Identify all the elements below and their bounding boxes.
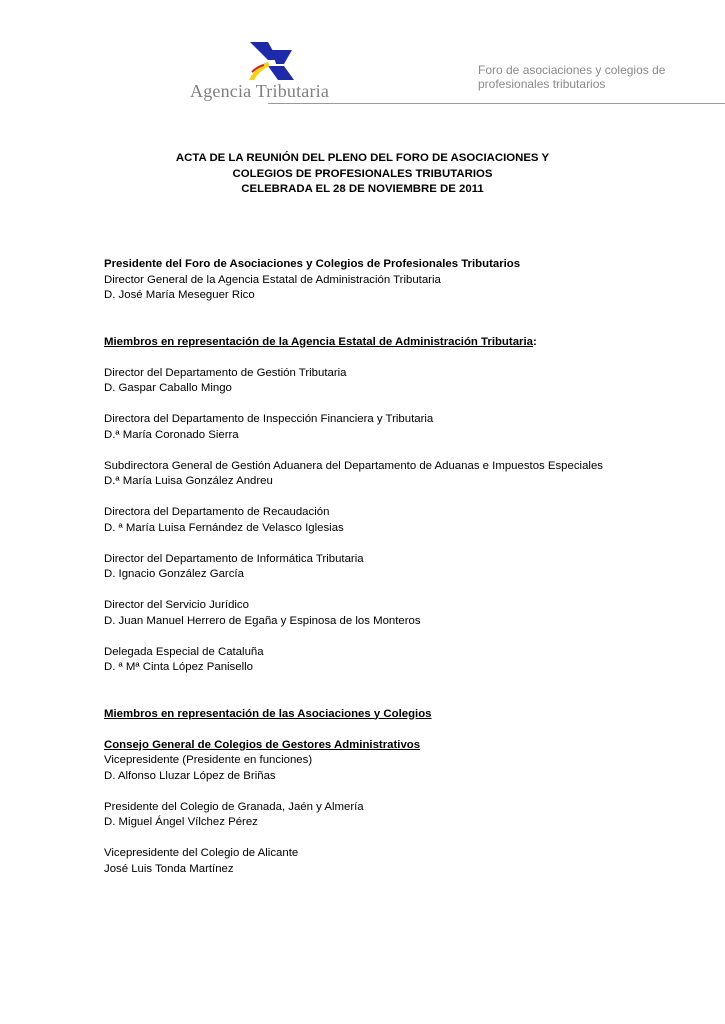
member-name: D. ª María Luisa Fernández de Velasco Iglesias (104, 521, 344, 534)
member-role: Presidente del Colegio de Granada, Jaén y Almería (104, 800, 364, 813)
member-role: Subdirectora General de Gestión Aduanera del Departamento de Aduanas e Impuestos Especiales (104, 459, 603, 472)
member-name: D. ª Mª Cinta López Panisello (104, 661, 253, 673)
member-role: Vicepresidente (Presidente en funciones) (104, 754, 313, 766)
aeat-heading-text: Miembros en representación de la Agencia Estatal de Administración Tributaria (104, 335, 533, 348)
member-name: D. Gaspar Caballo Mingo (104, 382, 232, 394)
council-heading: Consejo General de Colegios de Gestores Administrativos (104, 738, 421, 751)
member-name: D. Alfonso Lluzar López de Briñas (104, 769, 276, 782)
title-line-2: COLEGIOS DE PROFESIONALES TRIBUTARIOS (232, 167, 493, 180)
member-name: D.ª María Luisa González Andreu (104, 475, 273, 487)
header-divider (268, 103, 725, 104)
associations-heading: Miembros en representación de las Asociaciones y Colegios (104, 707, 432, 720)
document-body (104, 257, 603, 877)
header-forum-line-2: profesionales tributarios (478, 77, 606, 91)
member-name: D.ª María Coronado Sierra (104, 428, 239, 441)
agencia-tributaria-logo (188, 40, 348, 104)
member-role: Director del Departamento de Informática Tributaria (104, 552, 364, 565)
member-role: Vicepresidente del Colegio de Alicante (104, 847, 299, 859)
agencia-tributaria-emblem-icon (246, 40, 298, 84)
member-role: Delegada Especial de Cataluña (104, 645, 264, 658)
aeat-members-heading (104, 335, 603, 351)
header-forum-name (478, 63, 665, 91)
document-title (104, 151, 621, 198)
title-line-1: ACTA DE LA REUNIÓN DEL PLENO DEL FORO DE ASOCIACIONES Y (175, 152, 550, 164)
aeat-heading-colon: : (532, 335, 537, 348)
header-forum-line-1: Foro de asociaciones y colegios de (478, 63, 666, 77)
member-name: José Luis Tonda Martínez (104, 862, 234, 875)
member-role: Director del Departamento de Gestión Tributaria (104, 366, 347, 379)
member-name: D. Ignacio González García (104, 568, 244, 580)
title-line-3: CELEBRADA EL 28 DE NOVIEMBRE DE 2011 (241, 183, 484, 195)
president-name: D. José María Meseguer Rico (104, 289, 255, 301)
president-heading: Presidente del Foro de Asociaciones y Colegios de Profesionales Tributarios (104, 258, 521, 270)
president-role: Director General de la Agencia Estatal de Administración Tributaria (104, 273, 441, 286)
member-role: Directora del Departamento de Inspección Financiera y Tributaria (104, 413, 434, 425)
member-name: D. Juan Manuel Herrero de Egaña y Espinosa de los Monteros (104, 614, 421, 627)
member-role: Director del Servicio Jurídico (104, 599, 249, 611)
logo-text: Agencia Tributaria (190, 81, 330, 101)
member-role: Directora del Departamento de Recaudación (104, 506, 330, 518)
member-name: D. Miguel Ángel Vílchez Pérez (104, 816, 258, 828)
